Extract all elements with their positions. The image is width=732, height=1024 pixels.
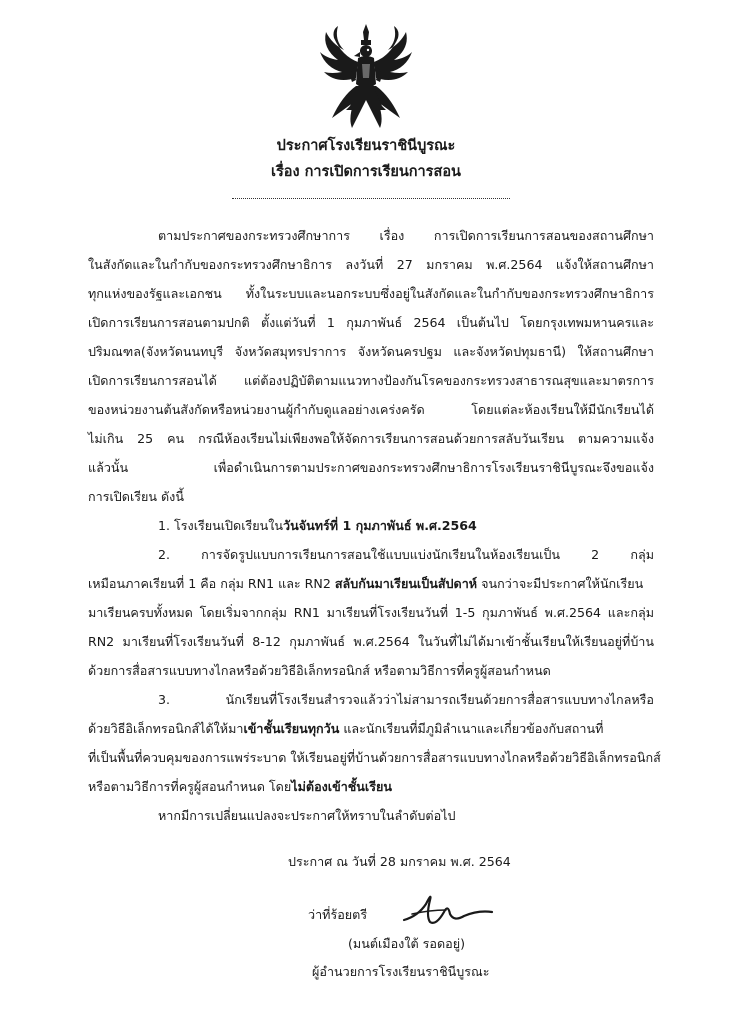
- item-3-line-2-b: และนักเรียนที่มีภูมิลำเนาและเกี่ยวข้องกับสถานที่: [339, 721, 604, 736]
- item-2-line-5: ด้วยการสื่อสารแบบทางไกลหรือด้วยวิธีอิเล็กทรอนิกส์ หรือตามวิธีการที่ครูผู้สอนกำหนด: [88, 663, 551, 678]
- intro-line-4: เปิดการเรียนการสอนตามปกติ ตั้งแต่วันที่ 1 กุมภาพันธ์ 2564 เป็นต้นไป โดยกรุงเทพมหานครและ: [88, 315, 654, 330]
- item-2-line-2-bold: สลับกันมาเรียนเป็นสัปดาห์: [334, 576, 478, 591]
- item-2-line-1: 2. การจัดรูปแบบการเรียนการสอนใช้แบบแบ่งนักเรียนในห้องเรียนเป็น 2 กลุ่ม: [158, 547, 654, 562]
- intro-line-9: แล้วนั้น เพื่อดำเนินการตามประกาศของกระทรวงศึกษาธิการโรงเรียนราชินีบูรณะจึงขอแจ้ง: [88, 460, 654, 475]
- intro-line-7: ของหน่วยงานต้นสังกัดหรือหน่วยงานผู้กำกับดูแลอย่างเคร่งครัด โดยแต่ละห้องเรียนให้มีนักเรียนได้: [88, 402, 654, 417]
- item-3-line-2-bold: เข้าชั้นเรียนทุกวัน: [243, 721, 340, 736]
- intro-line-1: ตามประกาศของกระทรวงศึกษาการ เรื่อง การเปิดการเรียนการสอนของสถานศึกษา: [158, 228, 654, 243]
- item-2-line-2-b: จนกว่าจะมีประกาศให้นักเรียน: [477, 576, 644, 591]
- item-2-line-3: มาเรียนครบทั้งหมด โดยเริ่มจากกลุ่ม RN1 มาเรียนที่โรงเรียนวันที่ 1-5 กุมภาพันธ์ พ.ศ.2564 และกลุ่ม: [88, 605, 654, 620]
- intro-line-2: ในสังกัดและในกำกับของกระทรวงศึกษาธิการ ลงวันที่ 27 มกราคม พ.ศ.2564 แจ้งให้สถานศึกษา: [88, 257, 654, 272]
- item-3-line-2-a: ด้วยวิธีอิเล็กทรอนิกส์ได้ให้มา: [88, 721, 244, 736]
- garuda-emblem-icon: [312, 22, 420, 132]
- closing-statement: หากมีการเปลี่ยนแปลงจะประกาศให้ทราบในลำดับต่อไป: [158, 808, 456, 823]
- signer-name: (มนต์เมืองใต้ รอดอยู่): [348, 936, 466, 951]
- separator-dotted-line: [232, 198, 510, 199]
- item-1-date: วันจันทร์ที่ 1 กุมภาพันธ์ พ.ศ.2564: [283, 518, 477, 533]
- intro-line-6: เปิดการเรียนการสอนได้ แต่ต้องปฏิบัติตามแนวทางป้องกันโรคของกระทรวงสาธารณสุขและมาตรการ: [88, 373, 654, 388]
- item-2-line-4: RN2 มาเรียนที่โรงเรียนวันที่ 8-12 กุมภาพันธ์ พ.ศ.2564 ในวันที่ไม่ได้มาเข้าชั้นเรียนให้เรียนอยู่ที่บ้าน: [88, 634, 654, 649]
- intro-line-5: ปริมณฑล(จังหวัดนนทบุรี จังหวัดสมุทรปราการ จังหวัดนครปฐม และจังหวัดปทุมธานี) ให้สถานศึกษา: [88, 344, 654, 359]
- announcement-subject: เรื่อง การเปิดการเรียนการสอน: [271, 164, 461, 180]
- item-2-line-2: [88, 574, 654, 594]
- intro-line-10: การเปิดเรียน ดังนี้: [88, 489, 184, 504]
- item-1-text: 1. โรงเรียนเปิดเรียนใน: [158, 518, 284, 533]
- signer-position: ผู้อำนวยการโรงเรียนราชินีบูรณะ: [312, 964, 490, 979]
- announcement-title: ประกาศโรงเรียนราชินีบูรณะ: [276, 138, 456, 154]
- item-3-line-4-bold: ไม่ต้องเข้าชั้นเรียน: [291, 779, 392, 794]
- announcement-date: ประกาศ ณ วันที่ 28 มกราคม พ.ศ. 2564: [288, 854, 511, 869]
- intro-line-3: ทุกแห่งของรัฐและเอกชน ทั้งในระบบและนอกระบบซึ่งอยู่ในสังกัดและในกำกับของกระทรวงศึกษาธิการ: [88, 286, 654, 301]
- signer-rank: ว่าที่ร้อยตรี: [308, 907, 368, 922]
- item-1: [158, 516, 477, 536]
- item-2-line-2-a: เหมือนภาคเรียนที่ 1 คือ กลุ่ม RN1 และ RN2: [88, 576, 335, 591]
- handwritten-signature: [400, 886, 496, 932]
- item-3-line-3: ที่เป็นพื้นที่ควบคุมของการแพร่ระบาด ให้เรียนอยู่ที่บ้านด้วยการสื่อสารแบบทางไกลหรือด้วยวิธีอิเล็กทรอนิกส์: [88, 750, 661, 765]
- item-3-line-4: [88, 777, 654, 797]
- item-3-line-4-a: หรือตามวิธีการที่ครูผู้สอนกำหนด โดย: [88, 779, 292, 794]
- item-3-line-2: [88, 719, 654, 739]
- intro-line-8: ไม่เกิน 25 คน กรณีห้องเรียนไม่เพียงพอให้จัดการเรียนการสอนด้วยการสลับวันเรียน ตามความแจ้ง: [88, 431, 654, 446]
- item-3-line-1: 3. นักเรียนที่โรงเรียนสำรวจแล้วว่าไม่สามารถเรียนด้วยการสื่อสารแบบทางไกลหรือ: [158, 692, 654, 707]
